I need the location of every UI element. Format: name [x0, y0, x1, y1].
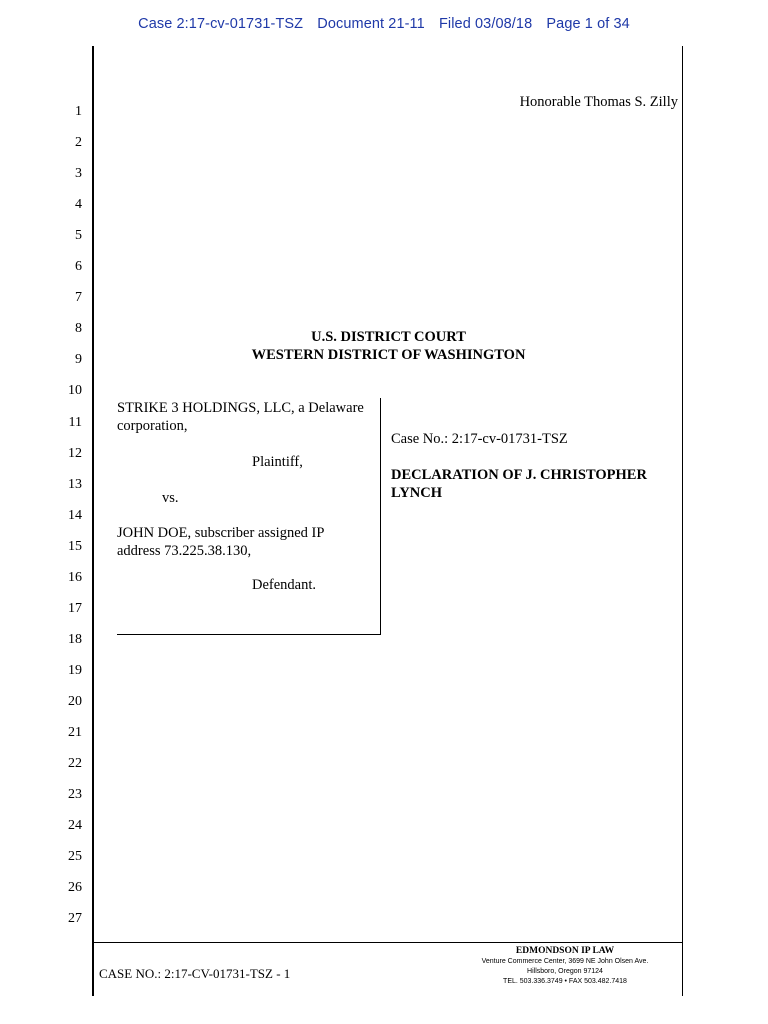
- filing-stamp: [0, 16, 768, 32]
- line-number: 24: [68, 818, 82, 833]
- stamp-document: Document 21-11: [317, 16, 425, 32]
- line-number: 23: [68, 787, 82, 802]
- line-number: 13: [68, 477, 82, 492]
- line-number: 9: [75, 352, 82, 367]
- line-number: 4: [75, 197, 82, 212]
- line-number: 26: [68, 880, 82, 895]
- line-number: 10: [68, 383, 82, 398]
- court-heading-line2: WESTERN DISTRICT OF WASHINGTON: [251, 347, 526, 363]
- footer-contact: TEL. 503.336.3749 • FAX 503.482.7418: [503, 978, 627, 985]
- defendant-name-line1: JOHN DOE, subscriber assigned IP: [117, 525, 325, 541]
- plaintiff-role: Plaintiff,: [252, 454, 303, 470]
- line-number: 15: [68, 539, 82, 554]
- versus: vs.: [162, 490, 179, 506]
- stamp-case: Case 2:17-cv-01731-TSZ: [138, 16, 304, 32]
- left-margin-rule: [92, 46, 94, 996]
- judge-name: Honorable Thomas S. Zilly: [519, 94, 678, 110]
- line-number: 3: [75, 166, 82, 181]
- court-heading-line1: U.S. DISTRICT COURT: [311, 329, 466, 345]
- line-number: 8: [75, 321, 82, 336]
- right-margin-rule: [682, 46, 683, 996]
- line-number: 12: [68, 446, 82, 461]
- footer-firm-name: EDMONDSON IP LAW: [515, 946, 615, 956]
- footer-address-line1: Venture Commerce Center, 3699 NE John Olsen Ave.: [481, 958, 649, 965]
- line-number: 19: [68, 663, 82, 678]
- footer-address-line2: Hillsboro, Oregon 97124: [527, 968, 603, 975]
- footer-divider: [92, 942, 683, 943]
- line-number: 16: [68, 570, 82, 585]
- line-number: 25: [68, 849, 82, 864]
- caption-bottom-rule: [117, 634, 381, 635]
- line-number: 17: [68, 601, 82, 616]
- line-number: 14: [68, 508, 82, 523]
- stamp-filed: Filed 03/08/18: [438, 16, 533, 32]
- line-number: 22: [68, 756, 82, 771]
- line-number: 20: [68, 694, 82, 709]
- line-number: 1: [75, 104, 82, 119]
- caption-vertical-rule: [380, 398, 381, 635]
- defendant-name-line2: address 73.225.38.130,: [117, 543, 252, 559]
- plaintiff-name-line1: STRIKE 3 HOLDINGS, LLC, a Delaware: [117, 400, 364, 416]
- line-number: 18: [68, 632, 82, 647]
- line-number: 21: [68, 725, 82, 740]
- footer-case-page: CASE NO.: 2:17-CV-01731-TSZ - 1: [99, 966, 291, 981]
- plaintiff-name-line2: corporation,: [117, 418, 188, 434]
- stamp-page: Page 1 of 34: [546, 16, 630, 32]
- line-number: 6: [75, 259, 82, 274]
- line-number: 5: [75, 228, 82, 243]
- line-number: 27: [68, 911, 82, 926]
- line-number: 11: [68, 415, 82, 430]
- document-title-line1: DECLARATION OF J. CHRISTOPHER: [391, 467, 647, 483]
- case-number: Case No.: 2:17-cv-01731-TSZ: [391, 431, 568, 447]
- defendant-role: Defendant.: [252, 577, 317, 593]
- line-number: 2: [75, 135, 82, 150]
- document-title-line2: LYNCH: [391, 485, 443, 501]
- line-number: 7: [75, 290, 82, 305]
